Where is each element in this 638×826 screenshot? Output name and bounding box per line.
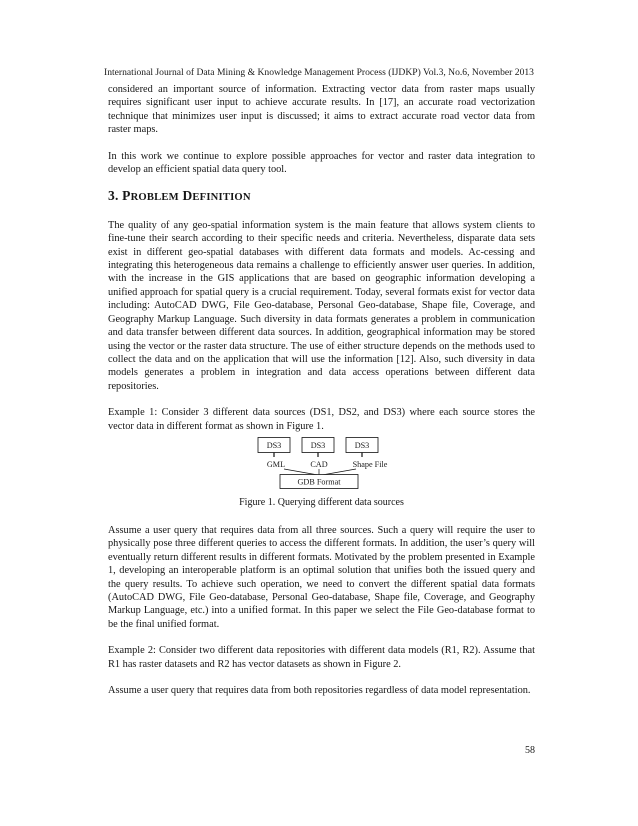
paragraph: Example 1: Consider 3 different data sources (DS1, DS2, and DS3) where each source stores the vector data in different format as shown in Figure 1. bbox=[108, 407, 535, 432]
data-source-label: DS3 bbox=[266, 440, 282, 450]
page-number: 58 bbox=[525, 745, 535, 756]
section-word-cap: P bbox=[122, 188, 131, 204]
format-label: Shape File bbox=[352, 459, 388, 469]
section-word-rest: ROBLEM bbox=[130, 192, 179, 204]
target-format-label: GDB Format bbox=[297, 477, 341, 487]
format-label: GML bbox=[266, 459, 286, 469]
section-word-cap: D bbox=[182, 188, 193, 204]
paragraph: Assume a user query that requires data from both repositories regardless of data model representation. bbox=[108, 685, 531, 696]
figure-1-diagram bbox=[108, 437, 535, 491]
paragraph: The quality of any geo-spatial information system is the main feature that allows system clients to fine-tune their search according to their specific needs and criteria. Nevertheless, disparate data sets exist in different geo-spatial databases with different data formats and models. Ac-cessing and integrating this heterogeneous data remains a challenge to efficiently answer user queries. In addition, with the increase in the GIS applications that are based on geographic information developing a unified approach for spatial query is a crucial requirement. Today, several formats exist for vector data including: AutoCAD DWG, File Geo-database, Personal Geo-database, Shape file, Coverage, and Geography Markup Language. Such diversity in data formats generates a problem in communication and data transfer between different data sources. In addition, geographical information may be stored using the vector or the raster data structure. The use of either structure depends on the methods used to collect the data and on the application that will use the information [12]. Also, such diversity in data models generates a problem in integration and data access operations between different data repositories. bbox=[108, 219, 535, 392]
journal-header: International Journal of Data Mining & Knowledge Management Process (IJDKP) Vol.3, No.6, November 2013 bbox=[104, 67, 534, 78]
section-heading bbox=[108, 189, 535, 204]
paragraph: Assume a user query that requires data from all three sources. Such a query will require the user to physically pose three different queries to access the different formats. In addition, the user’s query will eventually return different results in different formats. Motivated by the problem presented in Example 1, developing an interoperable platform is an optimal solution that unifies both the issued query and the query results. To achieve such operation, we need to convert the different spatial data formats (AutoCAD DWG, File Geo-database, Personal Geo-database, Shape file, Coverage, and Geography Markup Language, etc.) into a unified format. In this paper we select the File Geo-database format to be the final unified format. bbox=[108, 524, 535, 630]
paragraph: Example 2: Consider two different data repositories with different data models (R1, R2). Assume that R1 has raster datasets and R2 has vector datasets as shown in Figure 2. bbox=[108, 645, 535, 670]
data-source-label: DS3 bbox=[310, 440, 326, 450]
data-source-label: DS3 bbox=[354, 440, 370, 450]
main-content bbox=[108, 83, 535, 710]
paragraph: considered an important source of information. Extracting vector data from raster maps usually requires significant user input to achieve accurate results. In [17], an accurate road vectorization technique that minimizes user input is discussed; it aims to extract accurate road vector data from raster maps. bbox=[108, 84, 535, 136]
section-number: 3. bbox=[108, 188, 119, 204]
figure-caption: Figure 1. Querying different data sources bbox=[239, 496, 404, 508]
paragraph: In this work we continue to explore possible approaches for vector and raster data integration to develop an efficient spatial data query tool. bbox=[108, 150, 535, 176]
section-word-rest: EFINITION bbox=[192, 192, 251, 204]
format-label: CAD bbox=[310, 459, 328, 469]
figure-1 bbox=[108, 437, 535, 491]
